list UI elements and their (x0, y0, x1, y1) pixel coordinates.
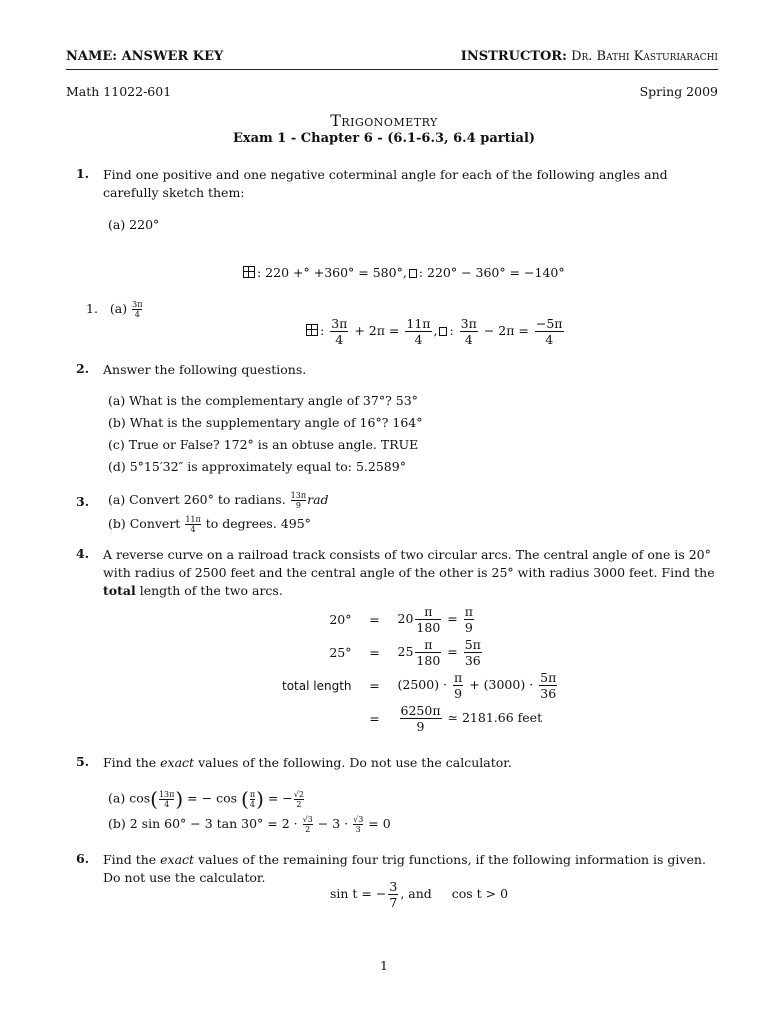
q1-text: Find one positive and one negative coterminal angle for each of the following angles and carefully sketch them: (103, 167, 668, 200)
q2-item-b: (b) What is the supplementary angle of 16°? 164° (108, 415, 423, 430)
q2-item-c: (c) True or False? 172° is an obtuse angle. TRUE (108, 437, 419, 452)
q3b-fraction: $\frac{11\pi}{4}$ (185, 515, 201, 534)
q6-number: 6. (76, 851, 90, 866)
q2-item-d: (d) 5°15′32″ is approximately equal to: 5.2589° (108, 459, 406, 474)
q6-given: sin t = − $\frac{3}{7}$ , and cos t > 0 (330, 879, 509, 910)
q3a-unit: rad (307, 492, 329, 507)
q3a-text: (a) Convert 260° to radians. (108, 492, 286, 507)
q1b-frac-den: 4 (132, 309, 142, 319)
q4-row3-lhs: total length (282, 678, 352, 693)
q4-row2-lhs: 25° (329, 645, 352, 660)
term: Spring 2009 (639, 84, 718, 99)
q2-text: Answer the following questions. (103, 362, 307, 377)
q1a-answer (243, 265, 565, 280)
header-rule (66, 69, 718, 70)
q3b-text2: to degrees. 495° (205, 516, 311, 531)
q4-row1-lhs: 20° (329, 612, 352, 627)
q4-solution: 20° = 20 $\frac{\pi}{180}$ = $\frac{\pi}{9}$ 25° = 25 $\frac{\pi}{180}$ = $\frac{5\pi}{36}$ total length = (2500) · $\frac{\pi}{9}$ + (3000) · $\frac{5\pi}{36}$ = $\frac{6250\pi}{9}$ ≃ 2181.66 feet (276, 603, 565, 735)
q5-text: Find the exact values of the following. Do not use the calculator. (103, 755, 512, 770)
q3-item-b (108, 515, 311, 534)
q3-item-a (108, 491, 329, 510)
q4-text: A reverse curve on a railroad track consists of two circular arcs. The central angle of one is 20° with radius of 2500 feet and the central angle of the other is 25° with radius 3000 feet. Find the total length of the two arcs. (103, 547, 715, 598)
q4-emphasis: total (103, 583, 136, 598)
q1b-answer: : $\frac{3\pi}{4}$ + 2π = $\frac{11\pi}{4}$ , : $\frac{3\pi}{4}$ − 2π = $\frac{-5\pi}{4}$ (306, 316, 566, 347)
q1b-frac-num: 3π (132, 300, 143, 309)
page-number: 1 (380, 958, 388, 973)
q4-result: ≃ 2181.66 feet (447, 710, 543, 725)
plus-box-icon (306, 324, 318, 336)
q1-number: 1. (76, 166, 90, 181)
q5-emphasis: exact (160, 755, 195, 770)
page-title: Trigonometry (330, 111, 438, 130)
q1a-answer-pos: : 220 +° +360° = 580°, (257, 265, 407, 280)
q2-item-a: (a) What is the complementary angle of 37°? 53° (108, 393, 418, 408)
q5-item-b: (b) 2 sin 60° − 3 tan 30° = 2 · $\frac{√3}{2}$ − 3 · $\frac{√3}{3}$ = 0 (108, 815, 391, 834)
q3b-text: (b) Convert (108, 516, 181, 531)
q1b-fraction (132, 300, 142, 319)
instructor-line (461, 49, 718, 64)
q4-number: 4. (76, 546, 90, 561)
q1b-number: 1. (86, 301, 98, 316)
q3a-fraction: $\frac{13\pi}{9}$ (290, 491, 307, 510)
q6-text: Find the exact values of the remaining four trig functions, if the following information is given. Do not use the calculator. (103, 852, 706, 885)
q2-number: 2. (76, 361, 90, 376)
q5-item-a: (a) cos( $\frac{13\pi}{4}$ ) = − cos ( $\frac{\pi}{4}$ ) = − $\frac{√2}{2}$ (108, 787, 304, 811)
q1b-part: (a) (109, 301, 128, 316)
instructor-name: Dr. Bathi Kasturiarachi (571, 49, 718, 64)
q1b-label (86, 300, 143, 319)
q3-number: 3. (76, 494, 90, 509)
plus-box-icon (243, 266, 255, 278)
q1a-answer-neg: : 220° − 360° = −140° (418, 265, 565, 280)
q6-emphasis: exact (160, 852, 195, 867)
instructor-label: INSTRUCTOR: (460, 49, 567, 64)
q1a-label: (a) 220° (108, 217, 160, 232)
q5-number: 5. (76, 754, 90, 769)
page-subtitle: Exam 1 - Chapter 6 - (6.1-6.3, 6.4 partial) (232, 131, 536, 146)
minus-box-icon (409, 269, 417, 278)
course-code: Math 11022-601 (66, 84, 172, 99)
name-label: NAME: ANSWER KEY (66, 49, 224, 64)
minus-box-icon (439, 327, 447, 336)
